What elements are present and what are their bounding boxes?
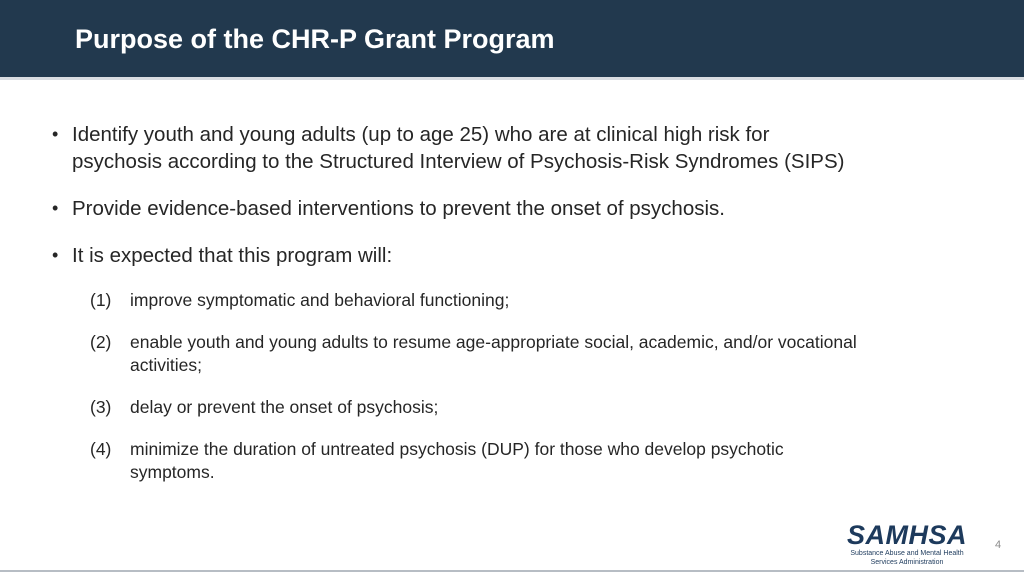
bullet-item (52, 195, 952, 222)
numbered-item (90, 289, 952, 312)
numbered-item (90, 396, 952, 419)
bullet-item (52, 242, 952, 269)
title-divider (0, 77, 1024, 80)
item-text-line: symptoms. (130, 462, 215, 482)
logo-subtitle-line: Services Administration (870, 558, 944, 566)
bullet-text-line: psychosis according to the Structured Interview of Psychosis-Risk Syndromes (SIPS) (72, 150, 845, 173)
bullet-text-line: Identify youth and young adults (up to age 25) who are at clinical high risk for (72, 123, 770, 146)
item-text-line: enable youth and young adults to resume age-appropriate social, academic, and/or vocational (130, 332, 857, 352)
bullet-item (52, 121, 952, 175)
numbered-item (90, 438, 952, 484)
item-text-line: minimize the duration of untreated psychosis (DUP) for those who develop psychotic (130, 439, 784, 459)
logo-subtitle-line: Substance Abuse and Mental Health (850, 550, 964, 557)
item-number: (4) (90, 439, 112, 459)
bullet-text: Provide evidence-based interventions to prevent the onset of psychosis. (72, 197, 725, 220)
item-text-line: delay or prevent the onset of psychosis; (130, 397, 439, 417)
title-bar (0, 0, 1024, 77)
numbered-list (90, 289, 952, 484)
item-text-line: improve symptomatic and behavioral functioning; (130, 290, 510, 310)
logo-wordmark: SAMHSA (846, 520, 967, 550)
item-number: (1) (90, 290, 112, 310)
slide-title: Purpose of the CHR-P Grant Program (75, 24, 555, 54)
item-text-line: activities; (130, 355, 202, 375)
slide-content (52, 121, 952, 503)
item-number: (2) (90, 332, 112, 352)
bullet-icon: • (52, 124, 59, 144)
page-number: 4 (995, 539, 1002, 551)
samhsa-logo (842, 520, 972, 568)
bullet-text: It is expected that this program will: (72, 244, 393, 267)
bullet-icon: • (52, 245, 59, 265)
numbered-item (90, 331, 952, 377)
bullet-icon: • (52, 198, 59, 218)
footer-divider (0, 570, 1024, 572)
item-number: (3) (90, 397, 112, 417)
